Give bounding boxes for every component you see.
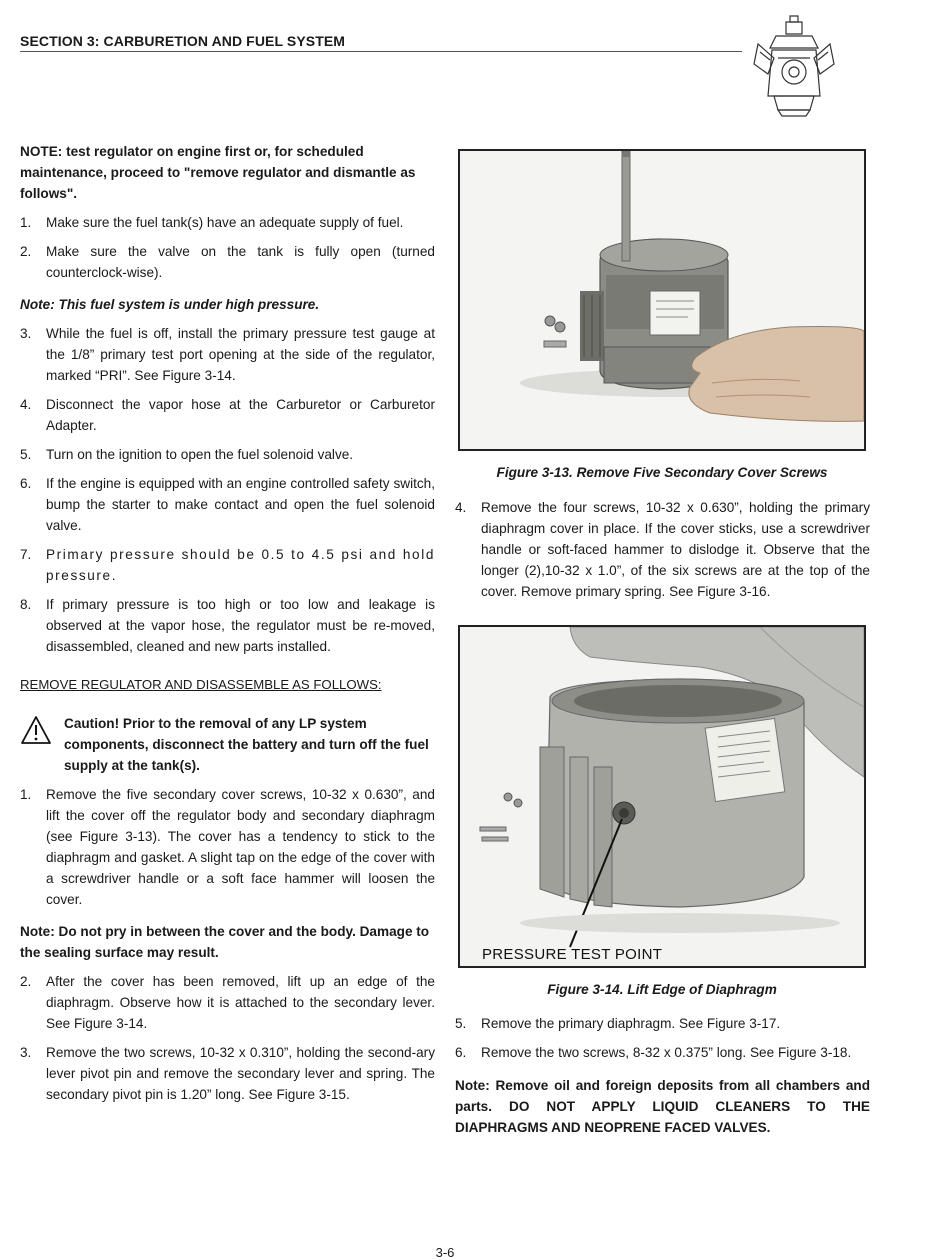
- list-item: [20, 784, 435, 910]
- pressure-note: Note: This fuel system is under high pressure.: [20, 297, 320, 312]
- list-text: Make sure the fuel tank(s) have an adequate supply of fuel.: [46, 215, 404, 230]
- list-item: [20, 544, 435, 586]
- list-text: Turn on the ignition to open the fuel solenoid valve.: [46, 447, 354, 462]
- list-number: 2.: [20, 244, 32, 259]
- list-text: Remove the five secondary cover screws, 10-32 x 0.630”, and lift the cover off the regulator body and secondary diaphragm (see Figure 3-13). The cover has a tendency to stick to the diaphragm and gasket. A slight tap on the edge of the cover with a screwdriver handle or a soft face hammer will loosen the cover.: [46, 787, 435, 907]
- list-number: 5.: [455, 1016, 467, 1031]
- figure-3-14-image: [458, 625, 866, 968]
- diaphragm-photo: [460, 627, 864, 966]
- list-number: 4.: [455, 500, 467, 515]
- list-number: 2.: [20, 974, 32, 989]
- list-number: 6.: [455, 1045, 467, 1060]
- list-number: 5.: [20, 447, 32, 462]
- caution-block: [20, 713, 435, 776]
- list-item: [20, 444, 435, 465]
- list-item: [455, 497, 870, 602]
- figure-3-13-caption: Figure 3-13. Remove Five Secondary Cover Screws: [496, 465, 828, 480]
- remove-heading: REMOVE REGULATOR AND DISASSEMBLE AS FOLLOWS:: [20, 677, 382, 692]
- header-rule: [20, 51, 742, 52]
- list-number: 7.: [20, 547, 32, 562]
- list-text: Make sure the valve on the tank is fully open (turned counterclock-wise).: [46, 244, 435, 280]
- list-text: Remove the primary diaphragm. See Figure 3-17.: [481, 1016, 781, 1031]
- list-number: 3.: [20, 326, 32, 341]
- list-item: [20, 594, 435, 657]
- list-number: 8.: [20, 597, 32, 612]
- warning-icon: [20, 715, 52, 745]
- list-number: 4.: [20, 397, 32, 412]
- list-text: If primary pressure is too high or too low and leakage is observed at the vapor hose, the regulator must be re-moved, disassembled, cleaned and new parts installed.: [46, 597, 435, 654]
- final-note: Note: Remove oil and foreign deposits from all chambers and parts. DO NOT APPLY LIQUID CLEANERS TO THE DIAPHRAGMS AND NEOPRENE FACED VALVES.: [455, 1078, 870, 1135]
- section-title: SECTION 3: CARBURETION AND FUEL SYSTEM: [20, 33, 346, 49]
- intro-note: NOTE: test regulator on engine first or, for scheduled maintenance, proceed to "remove regulator and dismantle as follows".: [20, 144, 416, 201]
- figure-3-13-image: [458, 149, 866, 451]
- list-text: Primary pressure should be 0.5 to 4.5 psi and hold pressure.: [46, 547, 435, 583]
- regulator-photo: [460, 151, 864, 449]
- list-text: Remove the two screws, 10-32 x 0.310”, holding the second-ary lever pivot pin and remove the secondary lever and spring. The secondary pivot pin is 1.20” long. See Figure 3-15.: [46, 1045, 435, 1102]
- list-text: After the cover has been removed, lift up an edge of the diaphragm. Observe how it is attached to the secondary lever. See Figure 3-14.: [46, 974, 435, 1031]
- list-text: Disconnect the vapor hose at the Carburetor or Carburetor Adapter.: [46, 397, 435, 433]
- list-item: [20, 212, 435, 233]
- list-item: [20, 241, 435, 283]
- right-column-lower: [455, 1013, 870, 1138]
- list-item: [455, 1013, 870, 1034]
- list-item: [455, 1042, 870, 1063]
- list-item: [20, 323, 435, 386]
- engine-icon: [748, 14, 840, 118]
- pressure-test-point-label: PRESSURE TEST POINT: [482, 946, 663, 963]
- list-number: 3.: [20, 1045, 32, 1060]
- list-text: Remove the two screws, 8-32 x 0.375” long. See Figure 3-18.: [481, 1045, 852, 1060]
- list-text: If the engine is equipped with an engine controlled safety switch, bump the starter to make contact and open the fuel solenoid valve.: [46, 476, 435, 533]
- list-item: [20, 473, 435, 536]
- list-item: [20, 394, 435, 436]
- caution-text: Caution! Prior to the removal of any LP system components, disconnect the battery and turn off the fuel supply at the tank(s).: [64, 716, 429, 773]
- list-number: 1.: [20, 787, 32, 802]
- page-number: 3-6: [435, 1245, 455, 1260]
- figure-3-14-caption: Figure 3-14. Lift Edge of Diaphragm: [547, 982, 777, 997]
- list-item: [20, 971, 435, 1034]
- right-column-step-4: [455, 497, 870, 602]
- list-text: Remove the four screws, 10-32 x 0.630”, holding the primary diaphragm cover in place. If the cover sticks, use a screwdriver handle or soft-faced hammer to dislodge it. Observe that the longer (2),10-32 x 1.0”, of the six screws are at the top of the cover. Remove primary spring. See Figure 3-16.: [481, 500, 870, 599]
- left-column: [20, 141, 435, 1105]
- list-item: [20, 1042, 435, 1105]
- list-number: 6.: [20, 476, 32, 491]
- list-text: While the fuel is off, install the primary pressure test gauge at the 1/8” primary test port opening at the side of the regulator, marked “PRI”. See Figure 3-14.: [46, 326, 435, 383]
- list-number: 1.: [20, 215, 32, 230]
- pry-note: Note: Do not pry in between the cover and the body. Damage to the sealing surface may result.: [20, 924, 430, 960]
